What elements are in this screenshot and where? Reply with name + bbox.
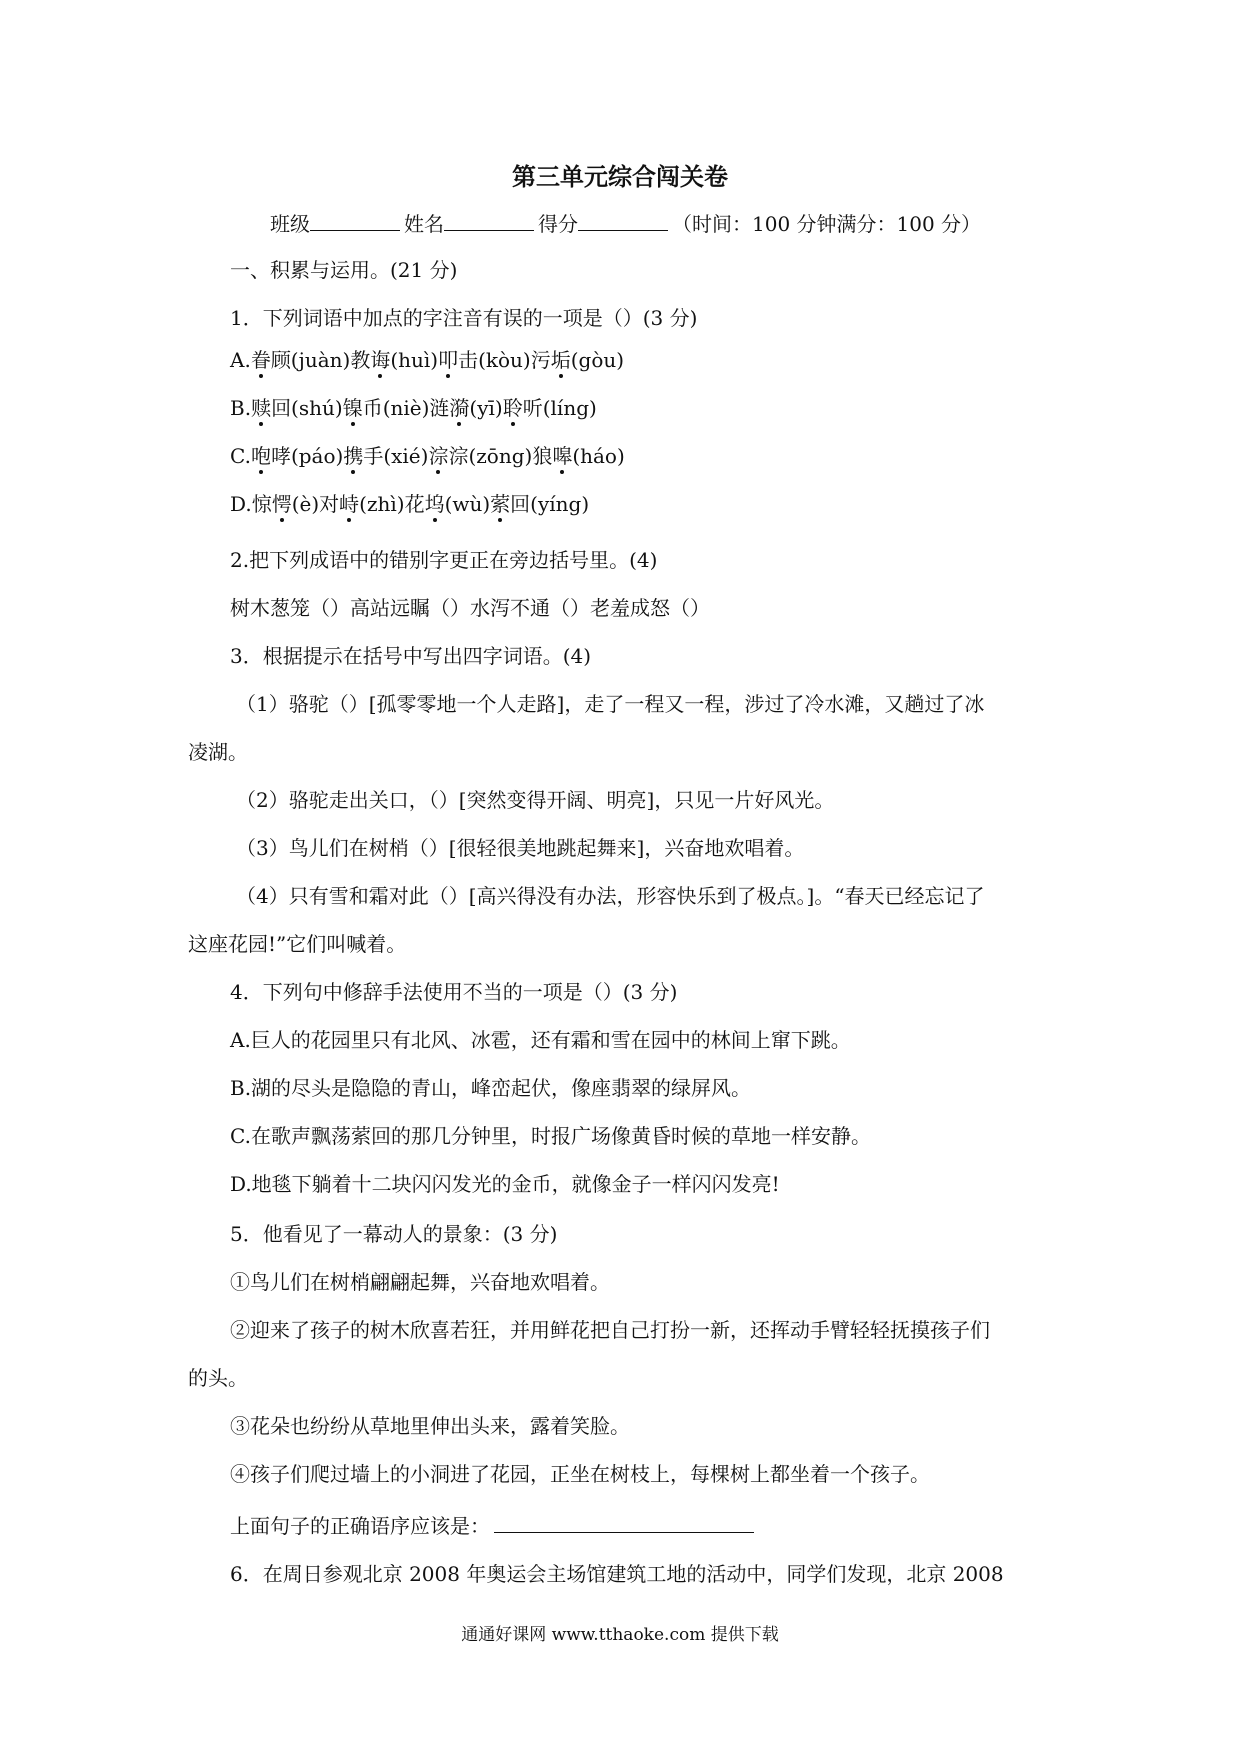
- q6-stem: 6．在周日参观北京 2008 年奥运会主场馆建筑工地的活动中，同学们发现，北京 2008: [230, 1562, 1004, 1586]
- q1-option-a: A.眷顾(juàn)教诲(huì)叩击(kòu)污垢(gòu): [230, 348, 625, 372]
- q5-sentence-2: ②迎来了孩子的树木欣喜若狂，并用鲜花把自己打扮一新，还挥动手臂轻轻抚摸孩子们: [230, 1318, 990, 1342]
- dotted-char: 坞: [424, 492, 445, 516]
- class-blank: [310, 212, 400, 231]
- class-label: 班级: [270, 212, 310, 236]
- dotted-char: 淙: [428, 444, 449, 468]
- score-blank: [578, 212, 668, 231]
- q2-stem: 2.把下列成语中的错别字更正在旁边括号里。(4): [230, 548, 658, 572]
- dotted-char: 镍: [342, 396, 363, 420]
- name-label: 姓名: [404, 212, 444, 236]
- page-title: 第三单元综合闯关卷: [512, 163, 728, 191]
- q2-items: 树木葱笼（）高站远瞩（）水泻不通（）老羞成怒（）: [230, 596, 710, 620]
- dotted-char: 萦: [490, 492, 511, 516]
- q5-sentence-4: ④孩子们爬过墙上的小洞进了花园，正坐在树枝上，每棵树上都坐着一个孩子。: [230, 1462, 930, 1486]
- dotted-char: 携: [343, 444, 364, 468]
- dotted-char: 嗥: [552, 444, 573, 468]
- score-label: 得分: [538, 212, 578, 236]
- q5-sentence-2-cont: 的头。: [188, 1366, 248, 1390]
- q1-option-b: B.赎回(shú)镍币(niè)涟漪(yī)聆听(líng): [230, 396, 597, 420]
- q3-item-3: （3）鸟儿们在树梢（）[很轻很美地跳起舞来]，兴奋地欢唱着。: [236, 836, 805, 860]
- time-info: （时间：100 分钟满分：100 分）: [672, 212, 982, 236]
- q4-stem: 4．下列句中修辞手法使用不当的一项是（）(3 分): [230, 980, 678, 1004]
- q4-option-d: D.地毯下躺着十二块闪闪发光的金币，就像金子一样闪闪发亮!: [230, 1172, 780, 1196]
- q3-item-4: （4）只有雪和霜对此（）[高兴得没有办法，形容快乐到了极点。]。“春天已经忘记了: [236, 884, 985, 908]
- q5-answer-prompt: 上面句子的正确语序应该是：: [230, 1514, 490, 1538]
- dotted-char: 聆: [502, 396, 523, 420]
- q3-stem: 3．根据提示在括号中写出四字词语。(4): [230, 644, 592, 668]
- section-heading: 一、积累与运用。(21 分): [230, 258, 458, 282]
- name-blank: [444, 212, 534, 231]
- dotted-char: 峙: [339, 492, 360, 516]
- student-info-row: [270, 208, 981, 237]
- q5-sentence-1: ①鸟儿们在树梢翩翩起舞，兴奋地欢唱着。: [230, 1270, 610, 1294]
- dotted-char: 叩: [438, 348, 459, 372]
- dotted-char: 咆: [250, 444, 271, 468]
- q4-option-c: C.在歌声飘荡萦回的那几分钟里，时报广场像黄昏时候的草地一样安静。: [230, 1124, 871, 1148]
- q3-item-1: （1）骆驼（）[孤零零地一个人走路]，走了一程又一程，涉过了冷水滩，又趟过了冰: [236, 692, 985, 716]
- dotted-char: 愕: [271, 492, 292, 516]
- q3-item-2: （2）骆驼走出关口，（）[突然变得开阔、明亮]，只见一片好风光。: [236, 788, 835, 812]
- dotted-char: 眷: [250, 348, 271, 372]
- q5-answer-blank: [494, 1512, 754, 1533]
- q5-answer-line: [230, 1512, 754, 1538]
- q5-sentence-3: ③花朵也纷纷从草地里伸出头来，露着笑脸。: [230, 1414, 630, 1438]
- q3-item-1-cont: 凌湖。: [188, 740, 248, 764]
- q1-option-c: C.咆哮(páo)携手(xié)淙淙(zōng)狼嗥(háo): [230, 444, 625, 468]
- page-footer: 通通好课网 www.tthaoke.com 提供下载: [461, 1625, 779, 1645]
- dotted-char: 漪: [449, 396, 470, 420]
- dotted-char: 诲: [370, 348, 391, 372]
- q4-option-b: B.湖的尽头是隐隐的青山，峰峦起伏，像座翡翠的绿屏风。: [230, 1076, 752, 1100]
- dotted-char: 垢: [550, 348, 571, 372]
- q1-option-d: D.惊愕(è)对峙(zhì)花坞(wù)萦回(yíng): [230, 492, 590, 516]
- q5-stem: 5．他看见了一幕动人的景象：(3 分): [230, 1222, 558, 1246]
- q3-item-4-cont: 这座花园!”它们叫喊着。: [188, 932, 407, 956]
- dotted-char: 赎: [251, 396, 272, 420]
- q4-option-a: A.巨人的花园里只有北风、冰雹，还有霜和雪在园中的林间上窜下跳。: [230, 1028, 851, 1052]
- q1-stem: 1．下列词语中加点的字注音有误的一项是（）(3 分): [230, 306, 698, 330]
